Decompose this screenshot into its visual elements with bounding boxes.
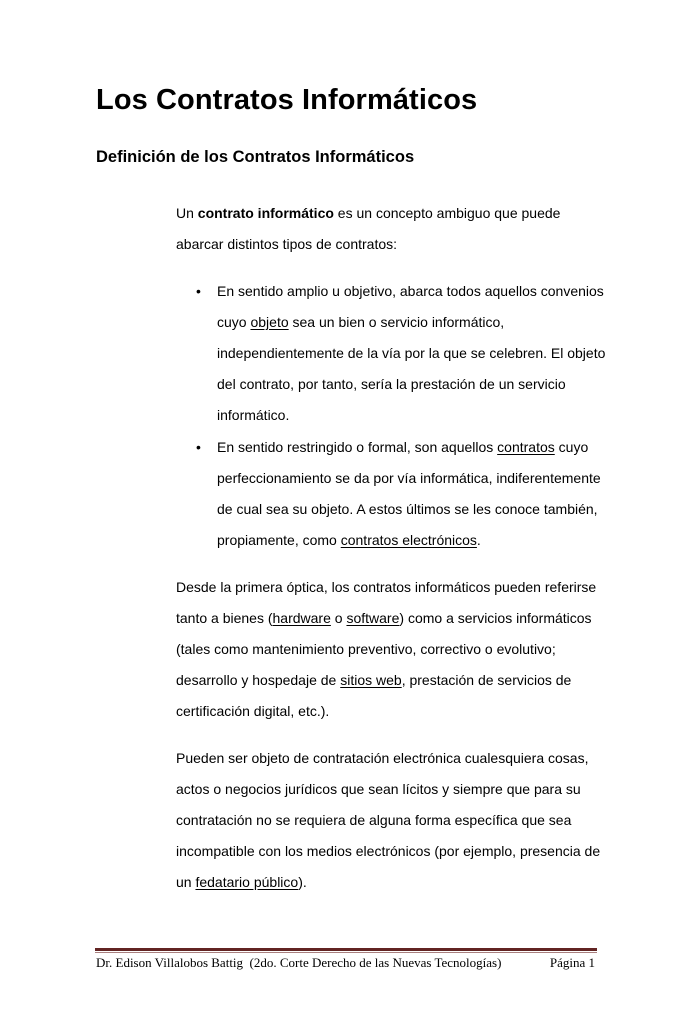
bold-term: contrato informático [197,205,334,221]
intro-line-2: abarcar distintos tipos de contratos: [176,236,398,252]
text-run: propiamente, como [217,532,341,548]
bullet-line [217,525,601,556]
text-run: Un [176,205,198,221]
footer-author: Dr. Edison Villalobos Battig (2do. Corte Derecho de las Nuevas Tecnologías) [96,955,502,970]
text-run: un [176,874,196,890]
link-contratos-electronicos[interactable]: contratos electrónicos [340,532,477,548]
bullet-text [217,276,605,431]
footer-divider-thin [95,952,597,953]
bullet-line: del contrato, por tanto, sería la prestación de un servicio [217,376,566,392]
text-run: sea un bien o servicio informático, [288,314,505,330]
link-hardware[interactable]: hardware [272,610,331,626]
bullet-line: En sentido amplio u objetivo, abarca todos aquellos convenios [217,283,604,299]
bullet-line: independientemente de la vía por la que se celebren. El objeto [217,345,606,361]
text-run: ) como a servicios informáticos [399,610,592,626]
link-fedatario-publico[interactable]: fedatario público [195,874,299,890]
text-run: es un concepto ambiguo que puede [333,205,561,221]
bullet-line: perfeccionamiento se da por vía informática, indiferentemente [217,470,601,486]
paragraph-line: contratación no se requiera de alguna forma específica que sea [176,812,572,828]
paragraph-line: (tales como mantenimiento preventivo, correctivo o evolutivo; [176,641,556,657]
link-objeto[interactable]: objeto [250,314,289,330]
text-run: desarrollo y hospedaje de [176,672,341,688]
bullet-line: informático. [217,407,290,423]
paragraph-line [176,867,600,898]
bullet-icon: • [196,283,201,299]
bullet-line: de cual sea su objeto. A estos últimos se les conoce también, [217,501,598,517]
link-contratos[interactable]: contratos [497,439,555,455]
text-run: cuyo [217,314,251,330]
link-sitios-web[interactable]: sitios web [340,672,402,688]
text-run: cuyo [554,439,589,455]
paragraph-line: certificación digital, etc.). [176,703,330,719]
footer-page-number: Página 1 [549,955,595,970]
intro-line-1 [176,198,560,229]
bullet-text [217,432,601,556]
section-heading: Definición de los Contratos Informáticos [96,148,415,166]
paragraph-line: Pueden ser objeto de contratación electrónica cualesquiera cosas, [176,750,589,766]
paragraph-objeto-contratacion [176,743,600,898]
text-run: tanto a bienes ( [176,610,273,626]
intro-paragraph [176,198,560,260]
paragraph-line [176,665,596,696]
text-run: o [330,610,347,626]
paragraph-bienes-servicios [176,572,596,727]
text-run: En sentido restringido o formal, son aquellos [217,439,498,455]
footer-divider [95,948,597,951]
paragraph-line: actos o negocios jurídicos que sean lícitos y siempre que para su [176,781,581,797]
bullet-line [217,432,601,463]
bullet-icon: • [196,439,201,455]
paragraph-line: Desde la primera óptica, los contratos informáticos pueden referirse [176,579,597,595]
page-title: Los Contratos Informáticos [96,84,478,116]
text-run: , prestación de servicios de [401,672,572,688]
paragraph-line [176,603,596,634]
bullet-line [217,307,605,338]
link-software[interactable]: software [346,610,400,626]
text-run: ). [298,874,307,890]
text-run: . [476,532,481,548]
paragraph-line: incompatible con los medios electrónicos (por ejemplo, presencia de [176,843,601,859]
